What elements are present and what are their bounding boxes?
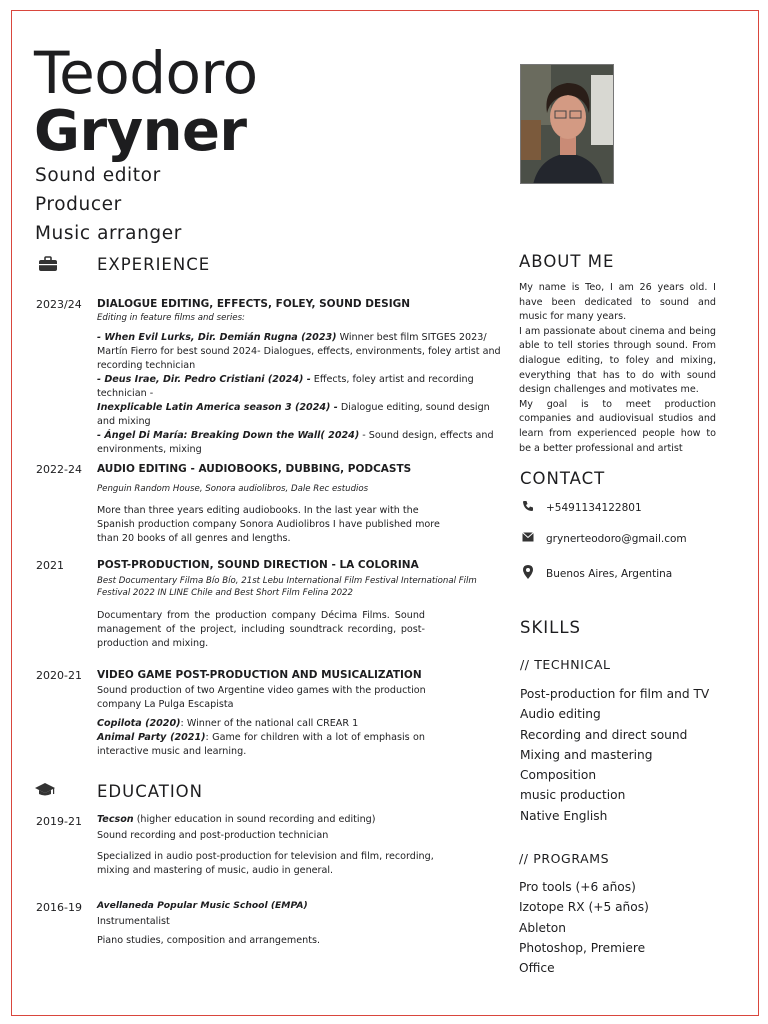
- job-1-subtitle: Editing in feature films and series:: [97, 313, 245, 323]
- skill-item: Composition: [520, 768, 597, 783]
- skill-item: Mixing and mastering: [520, 747, 653, 762]
- location-pin-icon: [522, 565, 534, 582]
- program-item: Ableton: [519, 920, 566, 935]
- job-2-description: More than three years editing audiobooks. In the last year with the Spanish production company Sonora Audiolibros I have published more than 20 books of all genres and lengths.: [97, 505, 440, 544]
- programs-heading: // PROGRAMS: [519, 851, 610, 866]
- contact-location: [522, 565, 672, 582]
- programs-list: [519, 877, 649, 978]
- contact-heading: CONTACT: [520, 469, 606, 488]
- role-2: Producer: [35, 194, 122, 215]
- edu-2-degree: Instrumentalist: [97, 916, 170, 927]
- job-4-title: VIDEO GAME POST-PRODUCTION AND MUSICALIZATION: [97, 669, 422, 681]
- technical-heading: // TECHNICAL: [520, 657, 611, 672]
- experience-heading: EXPERIENCE: [97, 255, 211, 274]
- skill-item: Recording and direct sound: [520, 727, 688, 742]
- skills-heading: SKILLS: [520, 618, 582, 637]
- location-text: Buenos Aires, Argentina: [546, 567, 673, 580]
- role-3: Music arranger: [35, 223, 182, 244]
- job-3-description: Documentary from the production company Décima Films. Sound management of the project, including soundtrack recording, post-production and mixing.: [97, 610, 425, 649]
- phone-icon: [522, 500, 534, 515]
- skill-item: Native English: [520, 808, 608, 823]
- job-1-credit-2: - Deus Irae, Dir. Pedro Cristiani (2024) -: [97, 374, 311, 385]
- job-1-years: 2023/24: [36, 298, 82, 311]
- technical-skills-list: [520, 684, 709, 826]
- contact-phone: [522, 500, 642, 515]
- edu-1-degree: Sound recording and post-production technician: [97, 830, 329, 841]
- game-1-name: Copilota (2020): [97, 718, 181, 729]
- program-item: Office: [519, 961, 555, 976]
- contact-email: [522, 532, 687, 545]
- envelope-icon: [522, 532, 534, 545]
- phone-number: +5491134122801: [546, 501, 642, 514]
- about-heading: ABOUT ME: [519, 252, 615, 271]
- game-2-name: Animal Party (2021): [97, 732, 206, 743]
- education-heading: EDUCATION: [97, 782, 204, 801]
- job-2-years: 2022-24: [36, 463, 82, 476]
- about-text: My name is Teo, I am 26 years old. I have been dedicated to sound and music for many years. I am passionate about cinema and being able to tell stories through sound. From dialogue editing, to foley and mixing, everything that has to do with sound design challenges and motivates me. My goal is to meet production companies and audiovisual studios and learn from experienced people how to be a better professional and artist: [519, 282, 716, 454]
- email-address: grynerteodoro@gmail.com: [546, 532, 687, 545]
- job-2-subtitle: Penguin Random House, Sonora audiolibros, Dale Rec estudios: [97, 484, 369, 494]
- skill-item: music production: [520, 788, 626, 803]
- edu-1-description: Specialized in audio post-production for television and film, recording, mixing and mastering of music, audio in general.: [97, 851, 434, 876]
- job-1-credit-3: Inexplicable Latin America season 3 (2024) -: [97, 402, 338, 413]
- job-4-description: Sound production of two Argentine video games with the production company La Pulga Escapista: [97, 685, 426, 710]
- briefcase-icon: [38, 256, 58, 276]
- role-1: Sound editor: [35, 165, 161, 186]
- edu-2-description: Piano studies, composition and arrangements.: [97, 935, 321, 946]
- profile-photo: [520, 64, 614, 184]
- job-1-description: - When Evil Lurks, Dir. Demián Rugna (2023) Winner best film SITGES 2023/ Martín Fierro for best sound 2024- Dialogues, effects, environments, foley artist and recording technician - Deus Irae, Dir. Pedro Cristiani (2024) - Effects, foley artist and recording technician - Inexplicable Latin America season 3 (2024) - Dialogue editing, sound design and mixing - Ángel Di María: Breaking Down the Wall( 2024) - Sound design, effects and environments, mixing: [97, 332, 501, 455]
- last-name: Gryner: [34, 99, 247, 164]
- edu-2-school: Avellaneda Popular Music School (EMPA): [97, 900, 308, 911]
- program-item: Pro tools (+6 años): [519, 880, 636, 894]
- program-item: Photoshop, Premiere: [519, 940, 646, 955]
- job-4-games: Copilota (2020): Winner of the national call CREAR 1 Animal Party (2021): Game for children with a lot of emphasis on interactive music and learning.: [97, 718, 425, 757]
- edu-2-years: 2016-19: [36, 901, 82, 914]
- skill-item: Post-production for film and TV: [520, 687, 710, 701]
- first-name: Teodoro: [34, 39, 258, 107]
- job-1-credit-1: - When Evil Lurks, Dir. Demián Rugna (2023): [97, 332, 337, 343]
- graduation-cap-icon: [35, 782, 55, 802]
- job-1-title: DIALOGUE EDITING, EFFECTS, FOLEY, SOUND DESIGN: [97, 298, 411, 310]
- edu-1-school: Tecson (higher education in sound recording and editing): [97, 814, 376, 825]
- job-3-years: 2021: [36, 559, 64, 572]
- skill-item: Audio editing: [520, 707, 601, 722]
- job-2-title: AUDIO EDITING - AUDIOBOOKS, DUBBING, PODCASTS: [97, 463, 412, 475]
- job-1-credit-4: - Ángel Di María: Breaking Down the Wall( 2024): [97, 430, 360, 441]
- job-3-subtitle: Best Documentary Filma Bío Bío, 21st Lebu International Film Festival International Film Festival 2022 IN LINE Chile and Best Short Film Felina 2022: [97, 576, 477, 598]
- edu-1-years: 2019-21: [36, 815, 82, 828]
- program-item: Izotope RX (+5 años): [519, 900, 649, 915]
- job-3-title: POST-PRODUCTION, SOUND DIRECTION - LA COLORINA: [97, 559, 419, 571]
- job-4-years: 2020-21: [36, 669, 82, 682]
